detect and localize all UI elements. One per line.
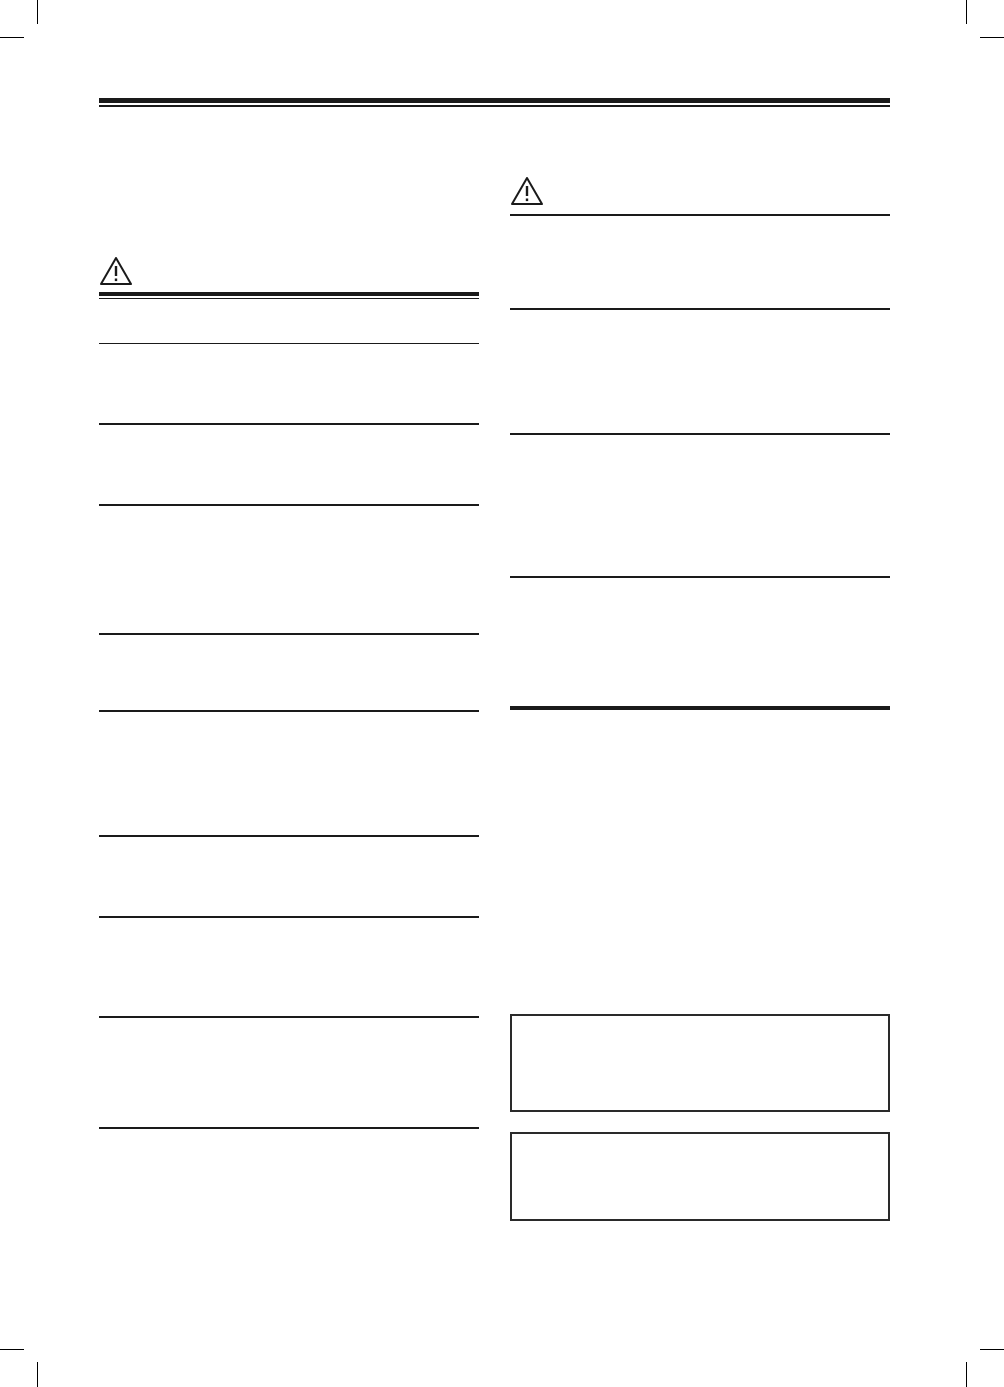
left-item-divider — [99, 633, 479, 635]
left-item-divider — [99, 1127, 479, 1129]
right-section-rule — [510, 214, 890, 216]
left-item-divider — [99, 504, 479, 506]
notice-box — [510, 1014, 890, 1112]
left-item-divider — [99, 916, 479, 918]
right-section-end-rule — [510, 706, 890, 710]
left-item-divider — [99, 423, 479, 425]
left-item-divider — [99, 835, 479, 837]
right-item-divider — [510, 576, 890, 578]
right-item-divider — [510, 433, 890, 435]
right-item-divider — [510, 308, 890, 310]
left-item-divider — [99, 710, 479, 712]
left-item-divider — [99, 1016, 479, 1018]
warning-triangle-icon — [510, 176, 544, 206]
left-item-divider — [99, 343, 479, 344]
warning-triangle-icon — [99, 256, 133, 286]
notice-box — [510, 1132, 890, 1221]
